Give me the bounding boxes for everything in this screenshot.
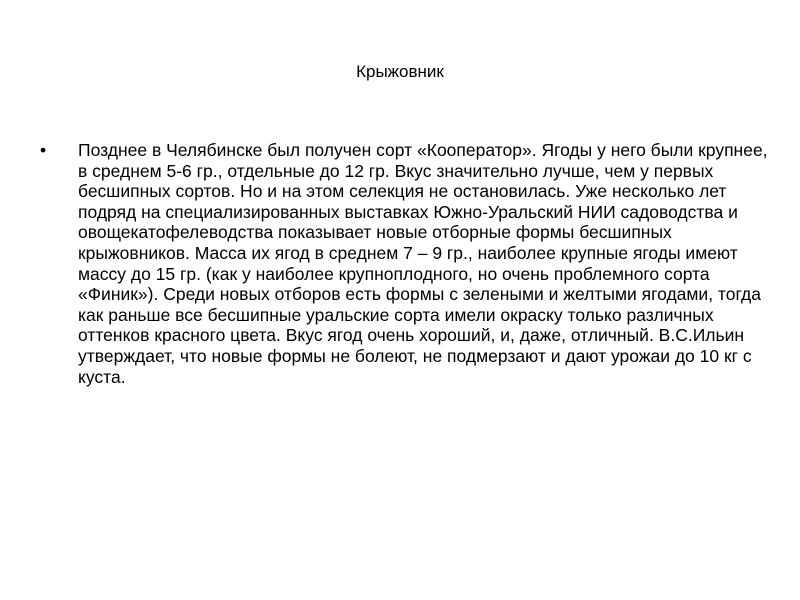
bullet-text: Позднее в Челябинске был получен сорт «Кооператор». Ягоды у него были крупнее, в среднем 5-6 гр., отдельные до 12 гр. Вкус значительно лучше, чем у первых бесшипных сортов. Но и на этом селекция не остановилась. Уже несколько лет подряд на специализированных выставках Южно-Уральский НИИ садоводства и овощекатофелеводства показывает новые отборные формы бесшипных крыжовников. Масса их ягод в среднем 7 – 9 гр., наиболее крупные ягоды имеют массу до 15 гр. (как у наиболее крупноплодного, но очень проблемного сорта «Финик»). Среди новых отборов есть формы с зелеными и желтыми ягодами, тогда как раньше все бесшипные уральские сорта имели окраску только различных оттенков красного цвета. Вкус ягод очень хороший, и, даже, отличный. В.С.Ильин утверждает, что новые формы не болеют, не подмерзают и дают урожаи до 10 кг с куста. — [78, 140, 768, 387]
bullet-marker: • — [40, 140, 47, 160]
slide-title: Крыжовник — [356, 62, 444, 81]
bullet-list — [40, 140, 770, 387]
bullet-item — [40, 140, 770, 387]
